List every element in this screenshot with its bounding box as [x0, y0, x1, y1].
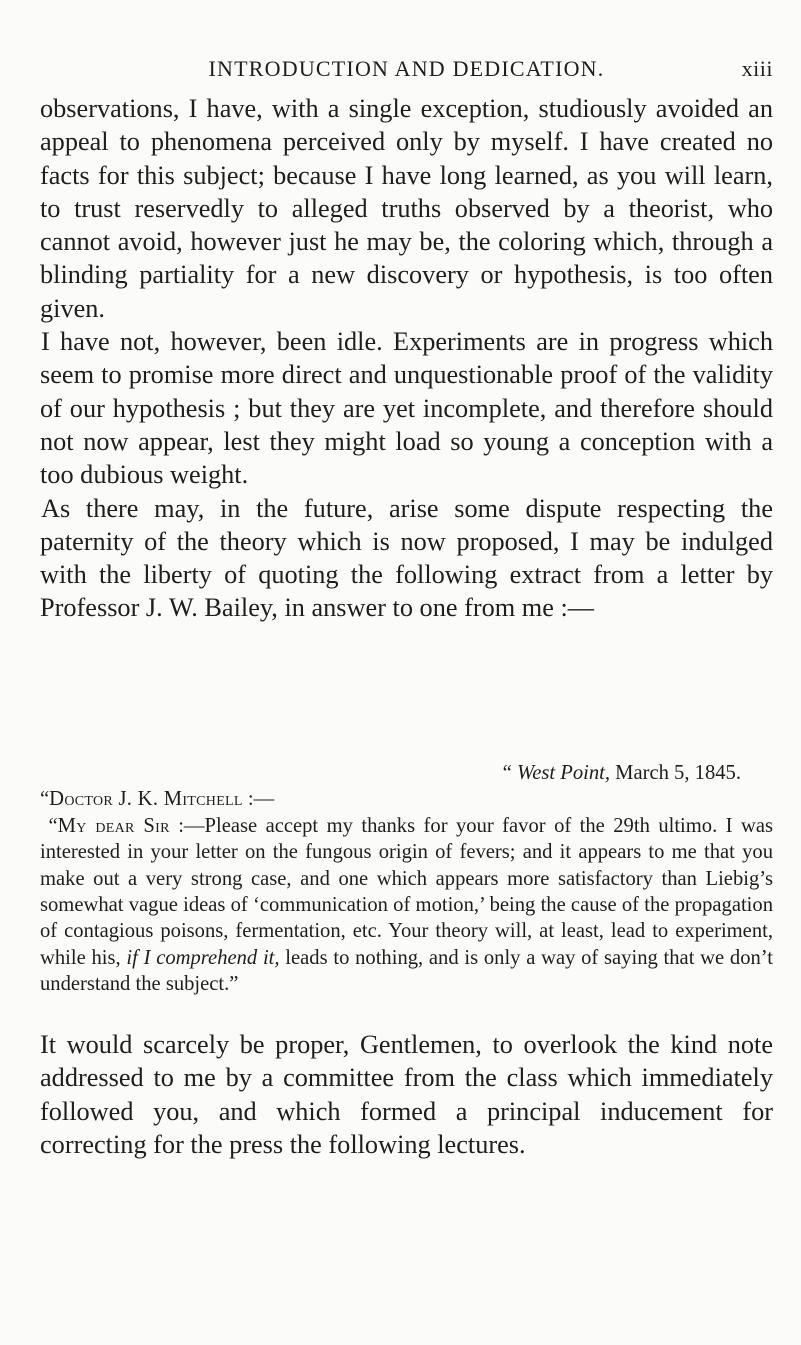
open-quote: “: [40, 788, 50, 811]
page-number: xiii: [741, 56, 773, 81]
paragraph-experiments: I have not, however, been idle. Experiments are in progress which seem to promise more direct and unquestionable proof of the validity of our hypothesis ; but they are yet incomplete, and therefore should not now appear, lest they might load so young a conception with a too dubious weight.: [40, 327, 773, 490]
letter-dateline: “ West Point, March 5, 1845.: [502, 762, 741, 784]
addressee-punct: :—: [242, 788, 275, 811]
running-head: [40, 56, 773, 86]
addressee-name: Doctor J. K. Mitchell: [49, 788, 243, 811]
quoted-letter: [40, 760, 773, 998]
paragraph-paternity: As there may, in the future, arise some dispute respecting the paternity of the theory which is now proposed, I may be indulged with the liberty of quoting the following extract from a letter by Professor J. W. Bailey, in answer to one from me :—: [40, 493, 773, 623]
salutation-quote: “: [48, 814, 58, 837]
letter-place: West Point,: [516, 762, 611, 784]
letter-body-italic: if I comprehend it,: [126, 946, 280, 969]
letter-addressee: [40, 786, 773, 812]
letter-body-start: :—Please accept my thanks for your favor of the 29th ultimo. I was interested in your letter on the fungous origin of fevers; and it appears to me that you make out a very strong case, and one which appears more satisfactory than Liebig’s somewhat vague ideas of ‘communication of motion,’ being the cause of the propagation of contagious poisons, fermentation, etc. Your theory will, at least, lead to experiment, while his,: [40, 814, 774, 969]
letter-body-end: leads to nothing, and is only a way of saying that we don’t understand the subject.”: [40, 946, 773, 996]
main-text: [40, 92, 773, 625]
running-head-title: INTRODUCTION AND DEDICATION.: [208, 56, 605, 81]
paragraph-observations: observations, I have, with a single exception, studiously avoided an appeal to phenomena perceived only by myself. I have created no facts for this subject; because I have long learned, as you will learn, to trust reservedly to alleged truths observed by a theorist, who cannot avoid, however just he may be, the coloring which, through a blinding partiality for a new discovery or hypothesis, is too often given.: [40, 94, 773, 323]
letter-date: March 5, 1845.: [610, 762, 741, 784]
letter-salutation: My dear Sir: [57, 814, 170, 837]
letter-body: [40, 813, 773, 998]
paragraph-committee: It would scarcely be proper, Gentlemen, to overlook the kind note addressed to me by a committee from the class which immediately followed you, and which formed a principal inducement for correcting for the press the following lectures.: [40, 1030, 773, 1159]
closing-text: [40, 1028, 773, 1161]
